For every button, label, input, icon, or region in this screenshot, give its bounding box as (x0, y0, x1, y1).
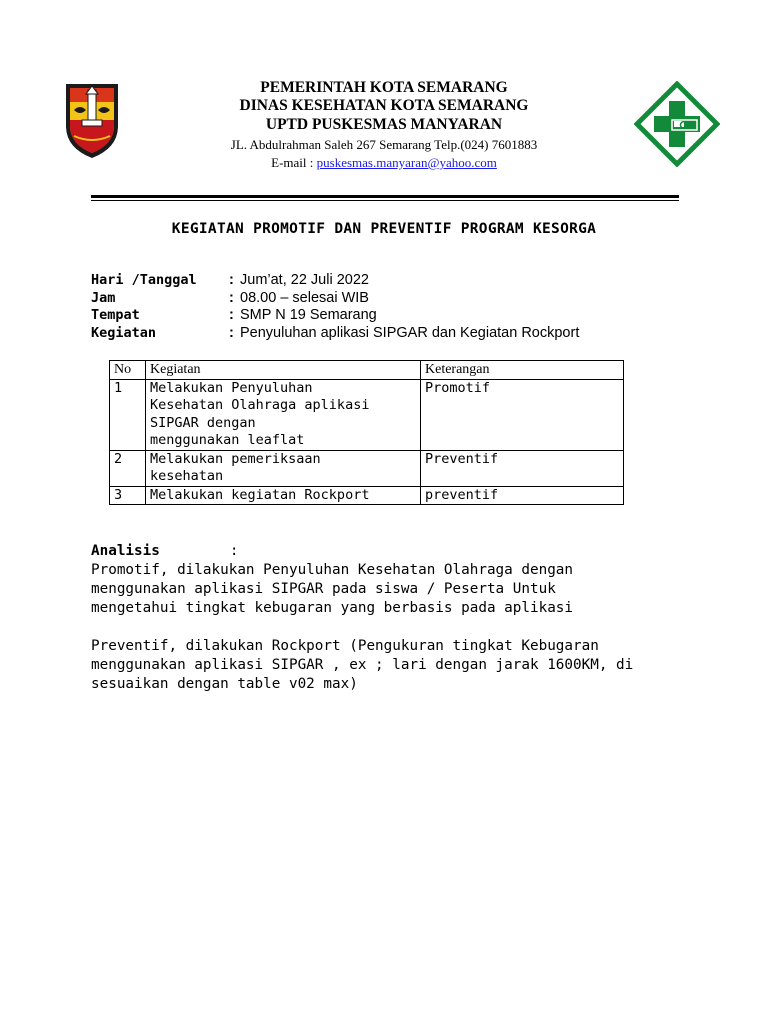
info-row-time (91, 290, 579, 308)
row-number: 2 (110, 450, 146, 486)
info-row-place (91, 307, 579, 325)
paragraph-line: menggunakan aplikasi SIPGAR pada siswa / Peserta Untuk (91, 581, 556, 597)
email-label: E-mail : (271, 155, 317, 170)
header-dept-name: DINAS KESEHATAN KOTA SEMARANG (239, 97, 529, 114)
analysis-paragraph-promotif (91, 561, 691, 618)
kegiatan-line: Melakukan kegiatan Rockport (150, 486, 370, 503)
analysis-colon: : (229, 543, 239, 559)
paragraph-line: mengetahui tingkat kebugaran yang berbasis pada aplikasi (91, 600, 574, 616)
header-divider-thick (91, 195, 679, 198)
kegiatan-line: SIPGAR dengan (150, 414, 256, 431)
info-label: Hari /Tanggal (91, 272, 197, 288)
row-keterangan: Preventif (421, 450, 624, 486)
document-title: KEGIATAN PROMOTIF DAN PREVENTIF PROGRAM KESORGA (171, 221, 597, 237)
table-header-no: No (110, 361, 146, 380)
row-number: 1 (110, 379, 146, 450)
header-office-name: UPTD PUSKESMAS MANYARAN (265, 116, 503, 133)
header-email-line (0, 155, 768, 171)
kegiatan-line: Melakukan pemeriksaan (150, 450, 321, 467)
info-value: Penyuluhan aplikasi SIPGAR dan Kegiatan Rockport (240, 324, 580, 341)
paragraph-line: Promotif, dilakukan Penyuluhan Kesehatan Olahraga dengan (91, 562, 574, 578)
info-value: 08.00 – selesai WIB (240, 289, 369, 306)
activities-table (109, 360, 624, 505)
kegiatan-line: Melakukan Penyuluhan (150, 379, 313, 396)
table-row (110, 379, 624, 450)
info-label: Jam (91, 289, 116, 306)
paragraph-line: sesuaikan dengan table v02 max) (91, 676, 358, 692)
table-header-keterangan: Keterangan (421, 361, 624, 380)
info-colon: : (229, 272, 234, 288)
row-keterangan: preventif (421, 486, 624, 505)
analysis-paragraph-preventif (91, 637, 691, 694)
paragraph-line: menggunakan aplikasi SIPGAR , ex ; lari dengan jarak 1600KM, di (91, 657, 634, 673)
info-colon: : (229, 307, 234, 323)
header-divider-thin (91, 200, 679, 201)
info-value: Jum’at, 22 Juli 2022 (240, 272, 369, 288)
info-colon: : (229, 289, 234, 306)
event-info (91, 272, 579, 342)
row-kegiatan (146, 486, 421, 505)
info-row-activity (91, 325, 579, 343)
analysis-heading (91, 542, 691, 561)
email-link[interactable]: puskesmas.manyaran@yahoo.com (316, 155, 497, 170)
info-row-date (91, 272, 579, 290)
paragraph-line: Preventif, dilakukan Rockport (Pengukuran tingkat Kebugaran (91, 638, 599, 654)
kegiatan-line: Kesehatan Olahraga aplikasi (150, 397, 370, 413)
row-keterangan: Promotif (421, 379, 624, 450)
row-kegiatan (146, 450, 421, 486)
info-label: Kegiatan (91, 324, 157, 341)
row-number: 3 (110, 486, 146, 505)
kegiatan-line: menggunakan leaflat (150, 432, 305, 448)
header-gov-name: PEMERINTAH KOTA SEMARANG (260, 79, 508, 96)
row-kegiatan (146, 379, 421, 450)
kegiatan-line: kesehatan (150, 468, 224, 484)
table-row (110, 450, 624, 486)
table-header-row (110, 361, 624, 380)
info-label: Tempat (91, 307, 140, 323)
info-colon: : (229, 324, 234, 341)
header-address: JL. Abdulrahman Saleh 267 Semarang Telp.(024) 7601883 (230, 137, 538, 152)
analysis-section (91, 542, 691, 694)
info-value: SMP N 19 Semarang (240, 307, 377, 323)
table-header-kegiatan: Kegiatan (146, 361, 421, 380)
analysis-label: Analisis (91, 543, 160, 559)
table-row (110, 486, 624, 505)
